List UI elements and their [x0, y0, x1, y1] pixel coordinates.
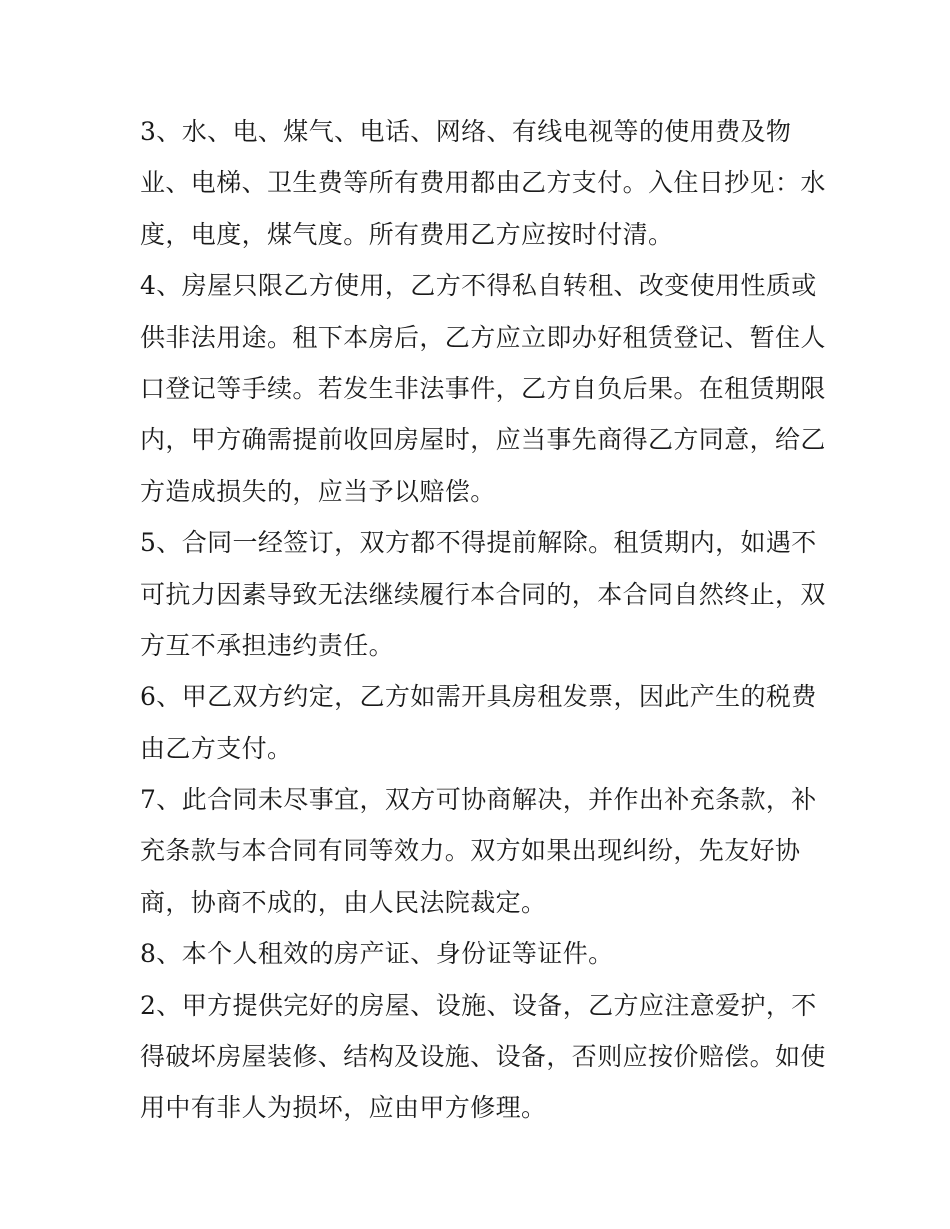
clause-4-line-3: 口登记等手续。若发生非法事件，乙方自负后果。在租赁期限	[140, 373, 826, 403]
clause-6-line-1: 6、甲乙双方约定，乙方如需开具房租发票，因此产生的税费	[140, 682, 817, 712]
clause-2-line-1: 2、甲方提供完好的房屋、设施、设备，乙方应注意爱护，不	[140, 990, 817, 1020]
document-body	[140, 106, 826, 1134]
clause-3-line-1: 3、水、电、煤气、电话、网络、有线电视等的使用费及物	[140, 117, 792, 146]
clause-7-line-3: 商，协商不成的，由人民法院裁定。	[140, 887, 547, 917]
clause-5-line-3: 方互不承担违约责任。	[140, 630, 395, 660]
clause-3-line-2: 业、电梯、卫生费等所有费用都由乙方支付。入住日抄见：水	[140, 168, 826, 198]
clause-3-line-3: 度，电度，煤气度。所有费用乙方应按时付清。	[140, 219, 674, 249]
clause-7-line-2: 充条款与本合同有同等效力。双方如果出现纠纷，先友好协	[140, 836, 801, 866]
clause-7-line-1: 7、此合同未尽事宜，双方可协商解决，并作出补充条款，补	[140, 785, 817, 815]
clause-4-line-5: 方造成损失的，应当予以赔偿。	[140, 476, 496, 506]
clause-6-line-2: 由乙方支付。	[140, 733, 293, 763]
clause-5-line-2: 可抗力因素导致无法继续履行本合同的，本合同自然终止，双	[140, 579, 826, 609]
clause-4-line-1: 4、房屋只限乙方使用，乙方不得私自转租、改变使用性质或	[140, 271, 817, 301]
clause-8-line-1: 8、本个人租效的房产证、身份证等证件。	[140, 939, 614, 969]
clause-2-line-3: 用中有非人为损坏，应由甲方修理。	[140, 1093, 547, 1123]
clause-5-line-1: 5、合同一经签订，双方都不得提前解除。租赁期内，如遇不	[140, 528, 817, 558]
clause-2-line-2: 得破坏房屋装修、结构及设施、设备，否则应按价赔偿。如使	[140, 1042, 826, 1072]
clause-4-line-4: 内，甲方确需提前收回房屋时，应当事先商得乙方同意，给乙	[140, 425, 826, 455]
clause-4-line-2: 供非法用途。租下本房后，乙方应立即办好租赁登记、暂住人	[140, 322, 826, 352]
